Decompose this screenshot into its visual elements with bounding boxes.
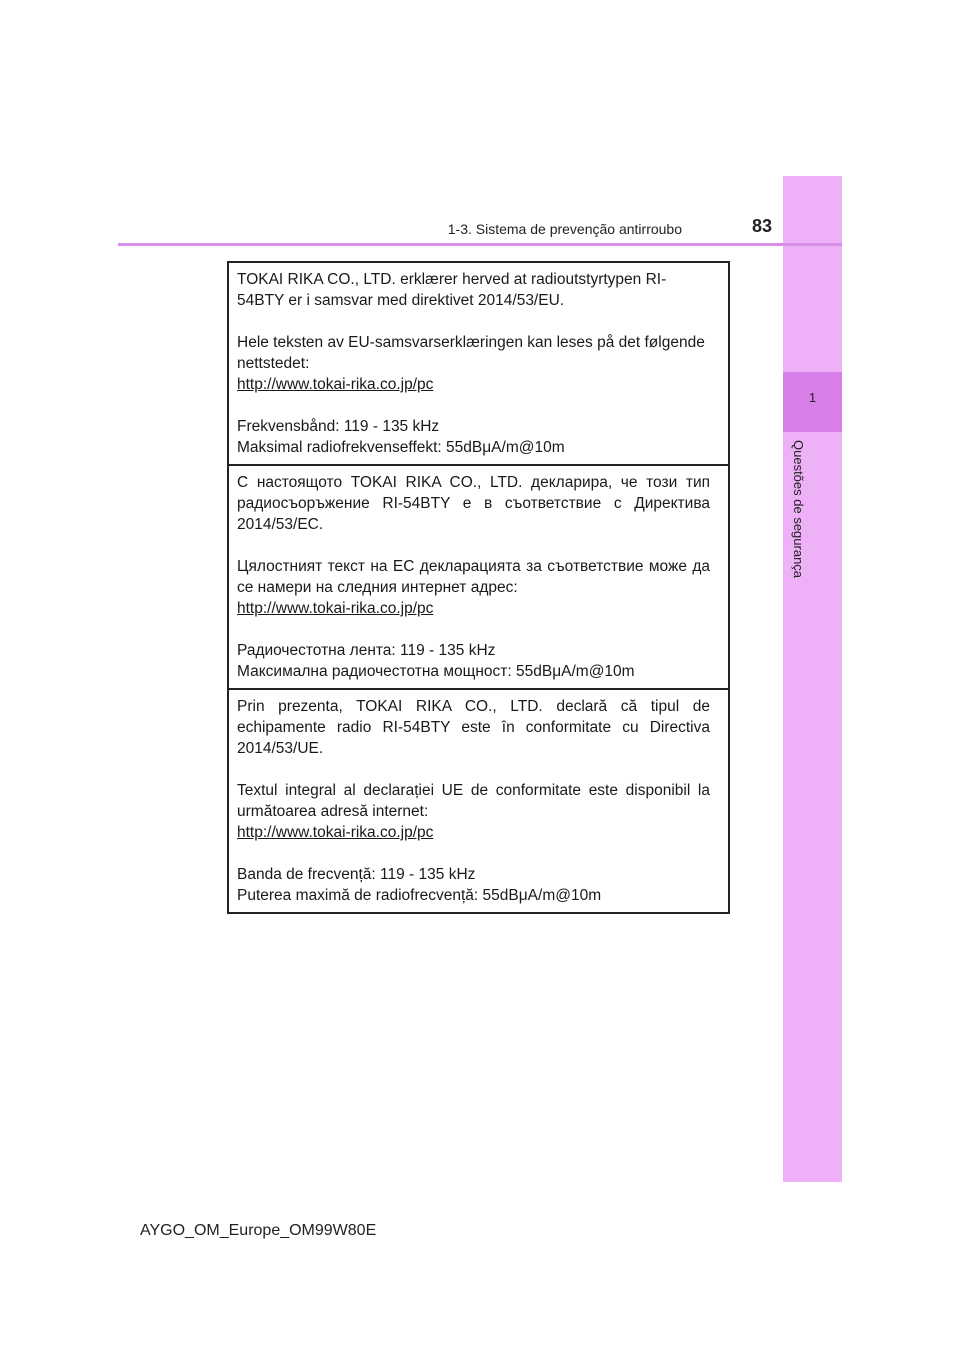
declaration-url-link[interactable]: http://www.tokai-rika.co.jp/pc — [237, 824, 434, 841]
declaration-text-intro: Textul integral al declarației UE de conformitate este disponibil la următoarea adresă internet: — [237, 782, 710, 820]
max-power: Puterea maximă de radiofrecvență: 55dBμA/m@10m — [237, 887, 602, 904]
declaration-text-info — [237, 780, 710, 843]
declaration-text-info — [237, 556, 710, 619]
declaration-url-link[interactable]: http://www.tokai-rika.co.jp/pc — [237, 376, 434, 393]
page-number: 83 — [751, 216, 772, 236]
declaration-specs — [237, 864, 710, 906]
frequency-band: Радиочестотна лента: 119 - 135 kHz — [237, 642, 496, 659]
max-power: Максимална радиочестотна мощност: 55dBμA/m@10m — [237, 663, 635, 680]
declaration-text-intro: Hele teksten av EU-samsvarserklæringen kan leses på det følgende nettstedet: — [237, 334, 705, 372]
declaration-statement: TOKAI RIKA CO., LTD. erklærer herved at radioutstyrtypen RI-54BTY er i samsvar med direktivet 2014/53/EU. — [237, 271, 667, 309]
declaration-table — [227, 261, 730, 914]
chapter-side-tab — [783, 176, 842, 1182]
declaration-specs — [237, 640, 710, 682]
declaration-romanian — [229, 690, 728, 912]
chapter-number: 1 — [808, 390, 817, 405]
section-title: 1-3. Sistema de prevenção antirroubo — [447, 221, 682, 237]
frequency-band: Banda de frecvență: 119 - 135 kHz — [237, 866, 476, 883]
declaration-bulgarian — [229, 466, 728, 690]
declaration-norwegian — [229, 263, 728, 466]
document-code: AYGO_OM_Europe_OM99W80E — [140, 1222, 377, 1239]
frequency-band: Frekvensbånd: 119 - 135 kHz — [237, 418, 440, 435]
header-rule — [118, 243, 842, 246]
chapter-label: Questões de segurança — [791, 440, 806, 579]
declaration-url-link[interactable]: http://www.tokai-rika.co.jp/pc — [237, 600, 434, 617]
declaration-specs — [237, 416, 710, 458]
declaration-statement: Prin prezenta, TOKAI RIKA CO., LTD. declară că tipul de echipamente radio RI-54BTY este în conformitate cu Directiva 2014/53/UE. — [237, 698, 710, 757]
max-power: Maksimal radiofrekvenseffekt: 55dBμA/m@10m — [237, 439, 565, 456]
declaration-statement: С настоящото TOKAI RIKA CO., LTD. декларира, че този тип радиосъоръжение RI-54BTY е в съответствие с Директива 2014/53/ЕС. — [237, 474, 710, 533]
declaration-text-intro: Цялостният текст на ЕС декларацията за съответствие може да се намери на следния интернет адрес: — [237, 558, 710, 596]
declaration-text-info — [237, 332, 710, 395]
